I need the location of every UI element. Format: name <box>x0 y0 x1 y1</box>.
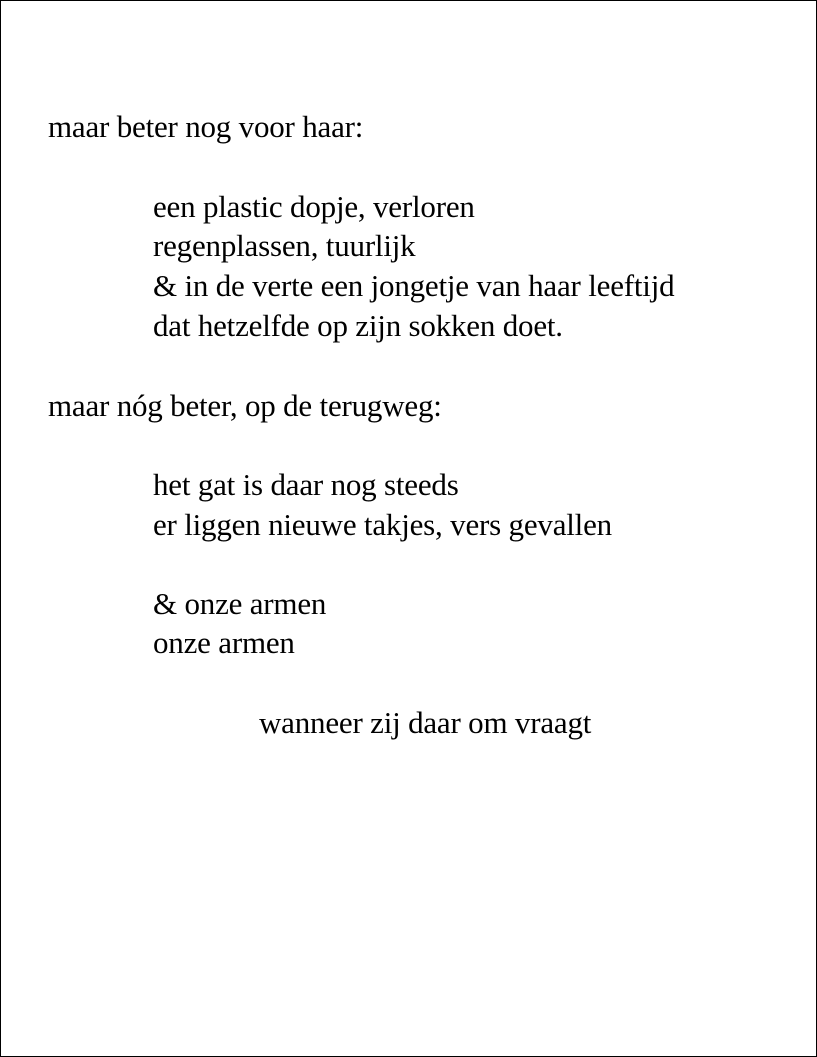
poem-line: wanneer zij daar om vraagt <box>259 705 592 740</box>
poem-line: een plastic dopje, verloren <box>153 189 475 224</box>
poem-line: het gat is daar nog steeds <box>153 467 459 502</box>
poem-line: er liggen nieuwe takjes, vers gevallen <box>153 507 612 542</box>
poem-line: onze armen <box>153 625 295 660</box>
poem-line: & in de verte een jongetje van haar leeftijd <box>153 268 675 303</box>
poem-line: maar nóg beter, op de terugweg: <box>48 388 442 423</box>
poem-line: regenplassen, tuurlijk <box>153 228 416 263</box>
poem-line: dat hetzelfde op zijn sokken doet. <box>153 308 563 343</box>
poem-line: maar beter nog voor haar: <box>48 109 364 144</box>
poem-line: & onze armen <box>153 586 327 621</box>
